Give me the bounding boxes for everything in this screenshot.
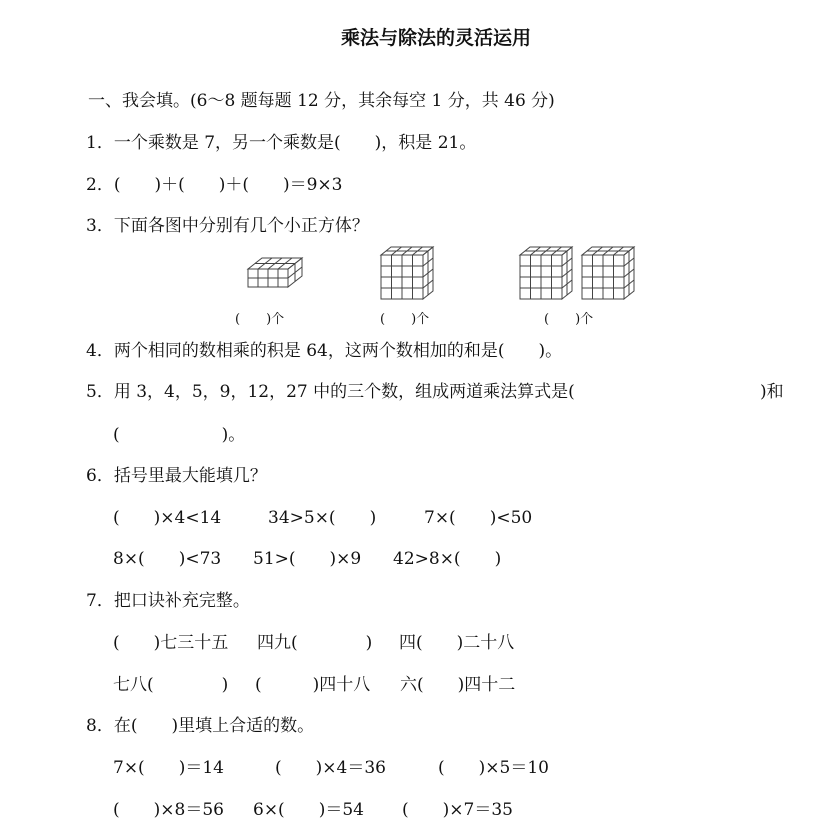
question-4: 4．两个相同的数相乘的积是 64，这两个数相加的和是( )。 [86, 341, 563, 361]
q3-blank-1: ( )个 [235, 312, 285, 327]
q6-item: 7×( )<50 [424, 508, 533, 528]
page-title: 乘法与除法的灵活运用 [341, 27, 532, 49]
q7-item: 六( )四十二 [400, 675, 516, 695]
q3-blank-2: ( )个 [380, 312, 430, 327]
section-heading: 一、我会填。(6～8 题每题 12 分，其余每空 1 分，共 46 分) [88, 91, 555, 111]
question-1: 1．一个乘数是 7，另一个乘数是( )，积是 21。 [86, 133, 477, 153]
q6-item: 51>( )×9 [253, 549, 362, 569]
q7-item: 四( )二十八 [399, 633, 515, 653]
q7-item: ( )四十八 [255, 675, 371, 695]
question-7: 7．把口诀补充完整。 [86, 591, 250, 611]
cube-figure-3b [580, 245, 636, 301]
question-5-line1-end: )和 [760, 382, 784, 402]
question-5-line1: 5．用 3，4，5，9，12，27 中的三个数，组成两道乘法算式是( [86, 382, 575, 402]
cube-figure-1 [246, 255, 306, 291]
q7-item: 四九( ) [257, 633, 373, 653]
question-3: 3．下面各图中分别有几个小正方体？ [86, 216, 369, 236]
q8-item: 7×( )＝14 [113, 758, 224, 778]
q3-blank-3: ( )个 [544, 312, 594, 327]
q7-item: 七八( ) [113, 675, 229, 695]
q6-item: ( )×4<14 [113, 508, 222, 528]
q8-item: ( )×4＝36 [275, 758, 386, 778]
q8-item: ( )×7＝35 [402, 800, 513, 820]
q6-item: 34>5×( ) [268, 508, 377, 528]
cube-figure-2 [379, 245, 435, 301]
q8-item: 6×( )＝54 [253, 800, 364, 820]
q8-item: ( )×8＝56 [113, 800, 224, 820]
q6-item: 8×( )<73 [113, 549, 222, 569]
question-5-line2: ( )。 [113, 425, 246, 445]
q6-item: 42>8×( ) [393, 549, 502, 569]
cube-figure-3a [518, 245, 574, 301]
question-2: 2．( )＋( )＋( )＝9×3 [86, 175, 343, 195]
q7-item: ( )七三十五 [113, 633, 229, 653]
q8-item: ( )×5＝10 [438, 758, 549, 778]
question-6: 6．括号里最大能填几？ [86, 466, 267, 486]
question-8: 8．在( )里填上合适的数。 [86, 716, 315, 736]
